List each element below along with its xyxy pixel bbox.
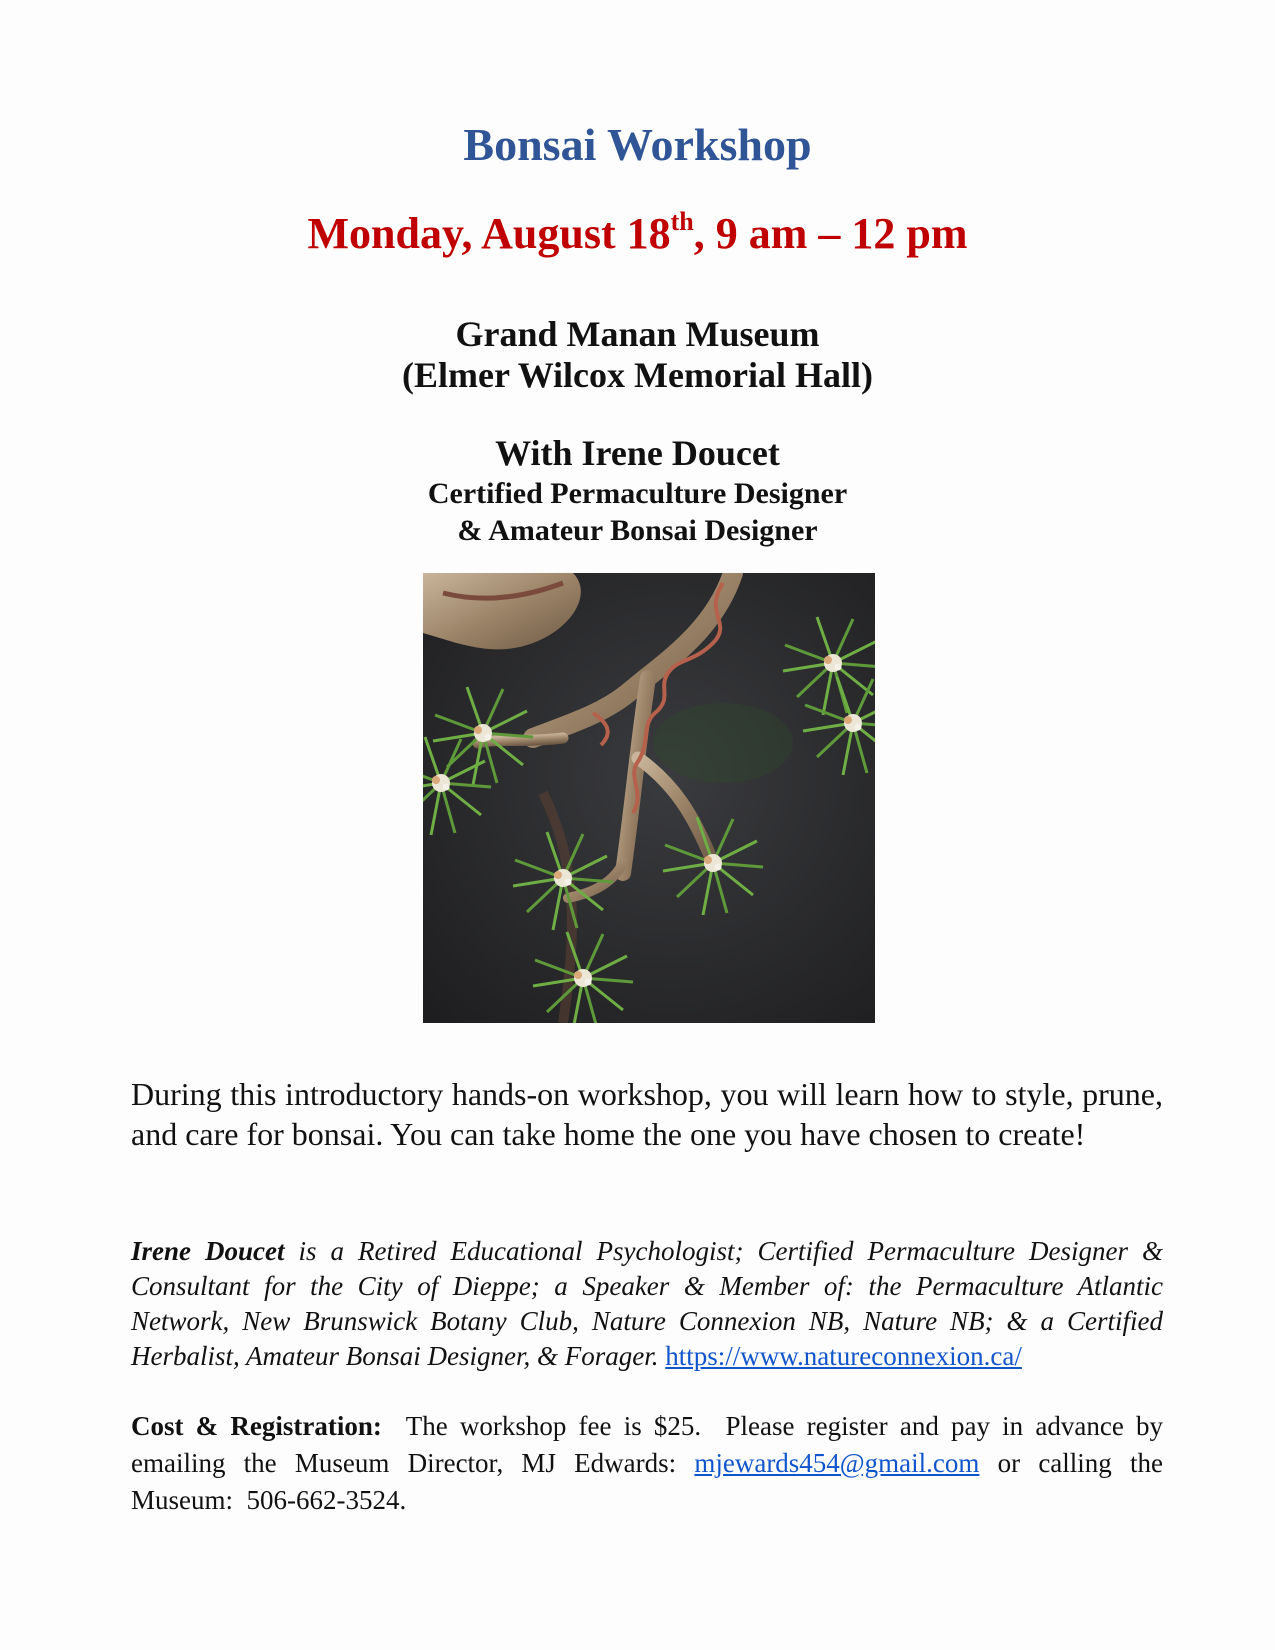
bio-text: is a Retired Educational Psychologist; Certified Permaculture Designer & Consultant for the City of Dieppe; a Speaker & Member of: the Permaculture Atlantic Network, New Brunswick Botany Club, Nature Connexion NB, Nature NB; & a Certified Herbalist, Amateur Bonsai Designer, & Forager. [131,1236,1163,1371]
venue-name: Grand Manan Museum [455,314,820,354]
event-time: , 9 am – 12 pm [693,209,968,258]
bonsai-illustration [423,573,875,1023]
event-date: Monday, August 18 [307,209,671,258]
presenter-line: With Irene Doucet [495,433,780,473]
credential-line-2: & Amateur Bonsai Designer [457,514,818,547]
email-link[interactable]: mjewards454@gmail.com [694,1448,980,1478]
venue-hall: (Elmer Wilcox Memorial Hall) [402,355,873,395]
cost-text: The workshop fee is $25. Please register and pay in advance by emailing the Museum Director, MJ Edwards: [131,1411,1163,1478]
presenter-bio [131,1234,1163,1374]
cost-registration [131,1408,1163,1519]
event-date-time [0,208,1275,259]
credential-line-1: Certified Permaculture Designer [427,477,848,510]
cost-phone-text: or calling the Museum: 506-662-3524. [131,1448,1163,1515]
cost-label: Cost & Registration: [131,1411,382,1441]
presenter-credentials [0,475,1275,549]
date-ordinal-suffix: th [670,207,694,236]
bonsai-pine-photo [423,573,875,1023]
website-link[interactable]: https://www.natureconnexion.ca/ [665,1341,1022,1371]
workshop-description: During this introductory hands-on workshop, you will learn how to style, prune, and care for bonsai. You can take home the one you have chosen to create! [131,1076,1163,1152]
page-title: Bonsai Workshop [463,119,812,170]
venue-block [0,314,1275,396]
bio-name: Irene Doucet [131,1236,285,1266]
